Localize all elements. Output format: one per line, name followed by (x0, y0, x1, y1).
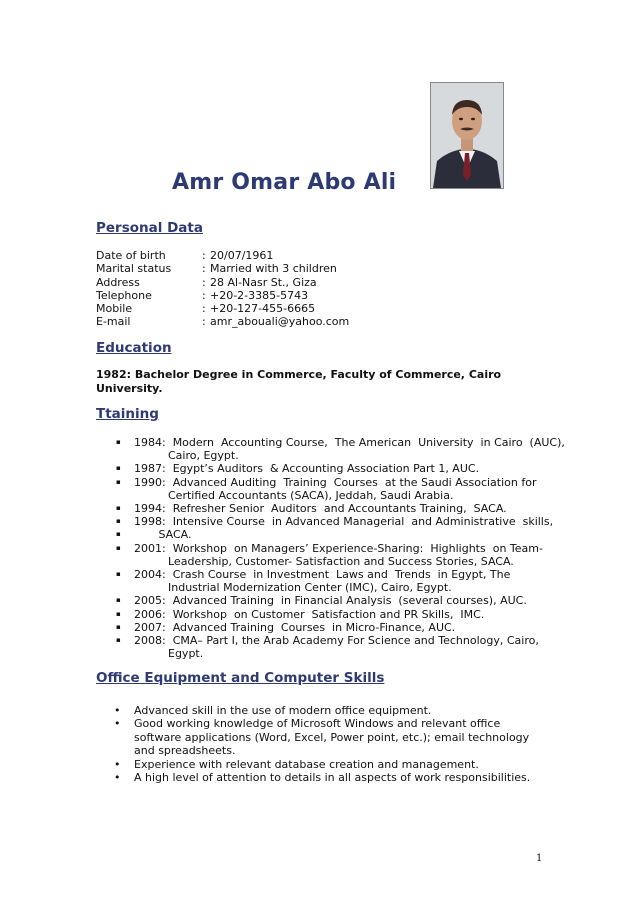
section-heading-office-skills: Office Equipment and Computer Skills (96, 670, 385, 686)
training-continuation-line: Egypt. (168, 647, 204, 661)
square-bullet-icon: ▪ (116, 543, 121, 552)
personal-data-row (96, 289, 349, 302)
training-list (116, 436, 565, 661)
education-entry (96, 368, 516, 395)
round-bullet-icon: • (114, 704, 121, 717)
training-item (116, 621, 546, 634)
section-heading-education: Education (96, 340, 172, 356)
training-line: SACA. (134, 528, 192, 542)
training-line: 1987: Egypt’s Auditors & Accounting Association Part 1, AUC. (134, 462, 480, 476)
training-item (116, 568, 546, 594)
square-bullet-icon: ▪ (116, 636, 121, 645)
training-text (134, 502, 546, 515)
office-skill-item (114, 717, 554, 757)
training-line: 2005: Advanced Training in Financial Analysis (several courses), AUC. (134, 594, 527, 608)
personal-data-value: +20-2-3385-5743 (210, 288, 309, 302)
office-skill-line: and spreadsheets. (134, 744, 236, 758)
personal-data-row (96, 302, 349, 315)
training-text (134, 594, 546, 607)
training-line: 2006: Workshop on Customer Satisfaction and PR Skills, IMC. (134, 607, 485, 621)
training-item (116, 528, 546, 541)
personal-data-label: Marital status (96, 262, 172, 276)
training-item (116, 634, 546, 660)
personal-data-colon: : (202, 275, 206, 289)
office-skills-list (114, 704, 554, 784)
training-line: 1990: Advanced Auditing Training Courses at the Saudi Association for (134, 475, 537, 489)
square-bullet-icon: ▪ (116, 517, 121, 526)
section-heading-personal-data: Personal Data (96, 220, 203, 236)
section-heading-training: Ttaining (96, 406, 159, 422)
training-continuation-line: Cairo, Egypt. (168, 449, 239, 463)
office-skill-text (134, 758, 554, 771)
personal-data-value: Married with 3 children (210, 262, 337, 276)
square-bullet-icon: ▪ (116, 504, 121, 513)
training-text (134, 634, 546, 660)
page-number: 1 (536, 853, 543, 864)
personal-data-table (96, 249, 349, 329)
training-continuation-line: Industrial Modernization Center (IMC), Cairo, Egypt. (168, 581, 452, 595)
square-bullet-icon: ▪ (116, 530, 121, 539)
personal-data-colon: : (202, 288, 206, 302)
personal-data-row (96, 315, 349, 328)
square-bullet-icon: ▪ (116, 609, 121, 618)
training-text (134, 436, 565, 462)
personal-data-value: amr_abouali@yahoo.com (210, 315, 350, 329)
round-bullet-icon: • (114, 757, 121, 771)
personal-data-row (96, 262, 349, 275)
personal-data-colon: : (202, 315, 206, 329)
training-line: 1984: Modern Accounting Course, The American University in Cairo (AUC), (134, 436, 565, 449)
square-bullet-icon: ▪ (116, 438, 121, 446)
training-item (116, 542, 546, 568)
office-skill-line: A high level of attention to details in all aspects of work responsibilities. (134, 771, 531, 785)
training-item (116, 462, 546, 475)
personal-data-label: Address (96, 275, 140, 289)
training-line: 2004: Crash Course in Investment Laws and Trends in Egypt, The (134, 568, 511, 582)
square-bullet-icon: ▪ (116, 464, 121, 473)
personal-data-label: Telephone (96, 288, 152, 302)
personal-data-colon: : (202, 249, 206, 262)
training-line: 2001: Workshop on Managers’ Experience-Sharing: Highlights on Team- (134, 541, 543, 555)
training-text (134, 515, 553, 528)
education-line: University. (96, 381, 163, 395)
training-item (116, 594, 546, 607)
training-line: 1998: Intensive Course in Advanced Managerial and Administrative skills, (134, 515, 554, 529)
training-text (134, 608, 546, 621)
office-skill-line: Experience with relevant database creation and management. (134, 757, 479, 771)
training-continuation-line: Certified Accountants (SACA), Jeddah, Saudi Arabia. (168, 488, 454, 502)
training-item (116, 608, 546, 621)
training-text (134, 476, 546, 502)
education-line: 1982: Bachelor Degree in Commerce, Faculty of Commerce, Cairo (96, 368, 502, 381)
square-bullet-icon: ▪ (116, 570, 121, 579)
personal-data-row (96, 276, 349, 289)
office-skill-item (114, 758, 554, 771)
round-bullet-icon: • (114, 771, 121, 785)
personal-data-value: 20/07/1961 (210, 249, 274, 262)
personal-data-value: 28 Al-Nasr St., Giza (210, 275, 317, 289)
square-bullet-icon: ▪ (116, 622, 121, 631)
training-text (134, 462, 546, 475)
training-item (116, 476, 546, 502)
personal-data-colon: : (202, 262, 206, 276)
training-line: 2007: Advanced Training Courses in Micro-Finance, AUC. (134, 620, 456, 634)
square-bullet-icon: ▪ (116, 596, 121, 605)
training-text (134, 528, 546, 541)
office-skill-line: Advanced skill in the use of modern office equipment. (134, 704, 432, 717)
office-skill-text (134, 771, 554, 784)
office-skill-item (114, 771, 554, 784)
training-line: 1994: Refresher Senior Auditors and Accountants Training, SACA. (134, 502, 507, 516)
office-skill-text (134, 717, 554, 757)
applicant-name: Amr Omar Abo Ali (172, 170, 397, 195)
profile-photo (430, 82, 504, 189)
training-continuation-line: Leadership, Customer- Satisfaction and Success Stories, SACA. (168, 554, 514, 568)
office-skill-line: software applications (Word, Excel, Power point, etc.); email technology (134, 730, 530, 744)
office-skill-text (134, 704, 554, 717)
training-item (116, 502, 546, 515)
training-text (134, 621, 546, 634)
office-skill-line: Good working knowledge of Microsoft Windows and relevant office (134, 717, 501, 731)
square-bullet-icon: ▪ (116, 477, 121, 486)
round-bullet-icon: • (114, 717, 121, 731)
personal-data-label: E-mail (96, 315, 131, 329)
office-skill-item (114, 704, 554, 717)
personal-data-label: Mobile (96, 302, 133, 316)
training-text (134, 568, 546, 594)
training-item (116, 515, 554, 529)
personal-data-label: Date of birth (96, 249, 166, 262)
personal-data-row (96, 249, 349, 262)
training-item (116, 436, 565, 463)
training-text (134, 542, 546, 568)
training-line: 2008: CMA– Part I, the Arab Academy For Science and Technology, Cairo, (134, 634, 539, 648)
personal-data-colon: : (202, 302, 206, 316)
personal-data-value: +20-127-455-6665 (210, 302, 316, 316)
